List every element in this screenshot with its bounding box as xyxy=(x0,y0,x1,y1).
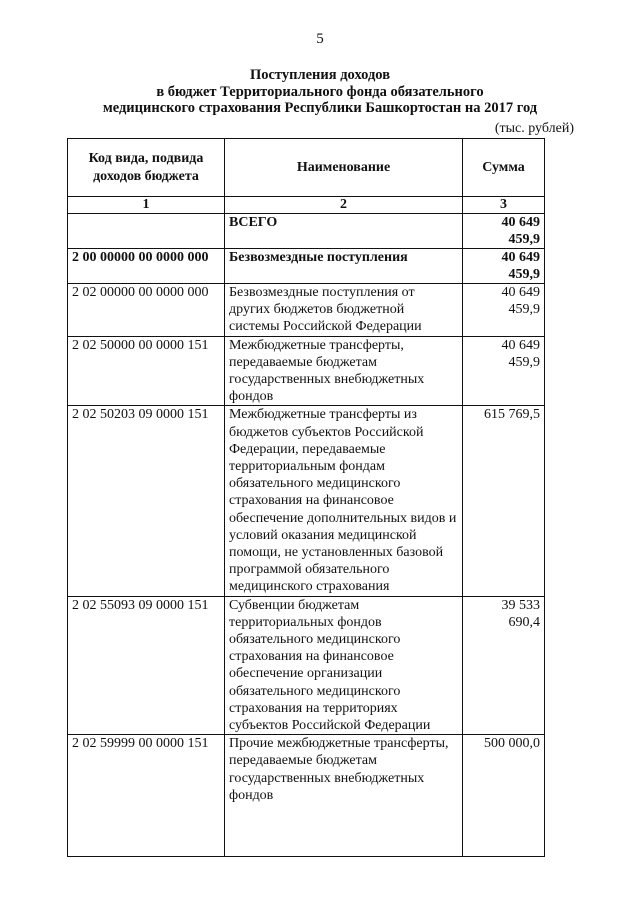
table-row xyxy=(68,214,545,249)
header-code: Код вида, подвида доходов бюджета xyxy=(68,139,225,197)
header-name: Наименование xyxy=(225,139,463,197)
title-line: медицинского страхования Республики Башкортостан на 2017 год xyxy=(102,100,538,116)
header-sum: Сумма xyxy=(463,139,545,197)
row-sum: 40 649 459,9 xyxy=(463,284,545,337)
table-row xyxy=(68,596,545,735)
table-row xyxy=(68,336,545,406)
row-sum: 615 769,5 xyxy=(463,406,545,596)
column-number: 3 xyxy=(463,197,545,214)
row-code xyxy=(68,214,225,249)
column-number: 1 xyxy=(68,197,225,214)
document-title xyxy=(40,67,600,117)
row-code: 2 00 00000 00 0000 000 xyxy=(68,249,225,284)
column-number: 2 xyxy=(225,197,463,214)
row-name: Межбюджетные трансферты из бюджетов субъектов Российской Федерации, передаваемые территориальным фондам обязательного медицинского страхования на финансовое обеспечение дополнительных видов и условий оказания медицинской помощи, не установленных базовой программой обязательного медицинского страхования xyxy=(225,406,463,596)
row-name: Субвенции бюджетам территориальных фондов обязательного медицинского страхования на финансовое обеспечение организации обязательного медицинского страхования на территориях субъектов Российской Федерации xyxy=(225,596,463,735)
row-sum: 40 649 459,9 xyxy=(463,336,545,406)
row-name: Безвозмездные поступления xyxy=(225,249,463,284)
table-row xyxy=(68,284,545,337)
row-code: 2 02 00000 00 0000 000 xyxy=(68,284,225,337)
page-number: 5 xyxy=(316,31,324,47)
row-code: 2 02 55093 09 0000 151 xyxy=(68,596,225,735)
table-row xyxy=(68,735,545,857)
units-label: (тыс. рублей) xyxy=(494,121,574,136)
row-code: 2 02 59999 00 0000 151 xyxy=(68,735,225,857)
row-code: 2 02 50203 09 0000 151 xyxy=(68,406,225,596)
table-row xyxy=(68,249,545,284)
table-header-row xyxy=(68,139,545,197)
row-name: ВСЕГО xyxy=(225,214,463,249)
title-line: в бюджет Территориального фонда обязательного xyxy=(156,83,484,100)
revenue-table xyxy=(67,138,545,857)
row-sum: 40 649 459,9 xyxy=(463,214,545,249)
row-code: 2 02 50000 00 0000 151 xyxy=(68,336,225,406)
column-number-row xyxy=(68,197,545,214)
row-sum: 500 000,0 xyxy=(463,735,545,857)
title-line: Поступления доходов xyxy=(249,67,391,83)
row-sum: 39 533 690,4 xyxy=(463,596,545,735)
row-name: Межбюджетные трансферты, передаваемые бюджетам государственных внебюджетных фондов xyxy=(225,336,463,406)
row-name: Безвозмездные поступления от других бюджетов бюджетной системы Российской Федерации xyxy=(225,284,463,337)
row-name: Прочие межбюджетные трансферты, передаваемые бюджетам государственных внебюджетных фондов xyxy=(225,735,463,857)
row-sum: 40 649 459,9 xyxy=(463,249,545,284)
table-row xyxy=(68,406,545,596)
